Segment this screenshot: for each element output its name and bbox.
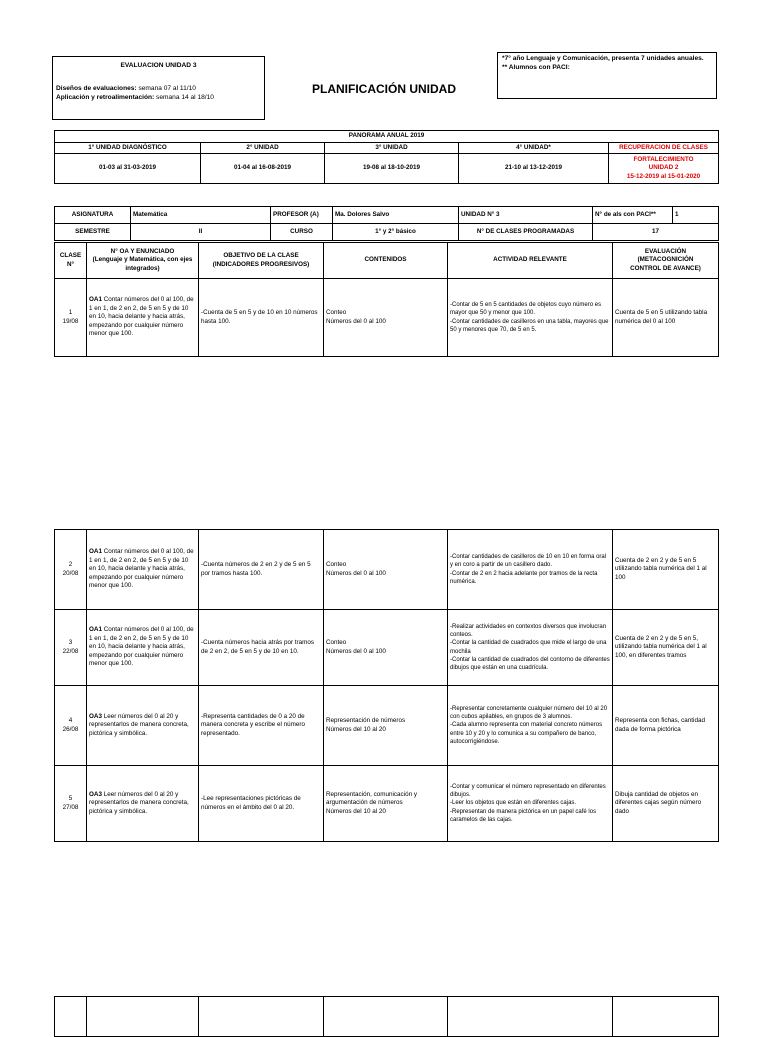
- column-oa: N° OA Y ENUNCIADO (Lenguaje y Matemática, con ejes integrados): [87, 243, 199, 279]
- activity-cell: -Contar cantidades de casilleros de 10 en 10 en forma oral y en coro a partir de un casillero dado. -Contar de 2 en 2 hacia adelante por tramos de la recta numérica.: [448, 530, 613, 610]
- table-row: [55, 610, 719, 686]
- oa-text: Leer números del 0 al 20 y representarlos de manera concreta, pictórica y simbólica.: [89, 790, 189, 815]
- panorama-header: 4° UNIDAD*: [459, 142, 609, 154]
- oa-cell: [87, 530, 199, 610]
- panorama-header: 3° UNIDAD: [325, 142, 459, 154]
- column-objetivo: OBJETIVO DE LA CLASE (INDICADORES PROGRESIVOS): [199, 243, 324, 279]
- class-number: 1 19/08: [55, 279, 87, 357]
- table-row: [55, 530, 719, 610]
- course-info-table: [54, 206, 719, 241]
- evaluation-cell: Dibuja cantidad de objetos en diferentes cajas según número dado: [613, 766, 719, 842]
- unidad-label: UNIDAD N° 3: [459, 207, 593, 224]
- eval-line1-value: semana 07 al 11/10: [138, 84, 196, 92]
- profesor-label: PROFESOR (A): [271, 207, 333, 224]
- class-number: 5 27/08: [55, 766, 87, 842]
- contents-cell: Conteo Números del 0 al 100: [324, 279, 448, 357]
- activity-cell: -Realizar actividades en contextos diversos que involucran conteos. -Contar la cantidad de cuadrados que mide el largo de una mochila -Contar la cantidad de cuadrados del contorno de diferentes dibujos que están en una cuadrícula.: [448, 610, 613, 686]
- empty-cell: [613, 997, 719, 1037]
- eval-line2-label: Aplicación y retroalimentación:: [56, 93, 155, 101]
- eval-line1-label: Diseños de evaluaciones:: [56, 84, 137, 92]
- column-evaluacion: EVALUACIÓN (METACOGNICIÓN CONTROL DE AVANCE): [613, 243, 719, 279]
- panorama-date: 01-04 al 16-08-2019: [201, 154, 325, 184]
- oa-cell: [87, 766, 199, 842]
- panorama-header: 2° UNIDAD: [201, 142, 325, 154]
- panorama-header: 1° UNIDAD DIAGNÓSTICO: [55, 142, 201, 154]
- eval-line2-value: semana 14 al 18/10: [156, 93, 214, 101]
- table-row: [55, 279, 719, 357]
- notes-box: [497, 52, 717, 99]
- evaluation-cell: Cuenta de 2 en 2 y de 5 en 5 utilizando tabla numérica del 1 al 100: [613, 530, 719, 610]
- oa-code: OA1: [89, 626, 102, 634]
- oa-code: OA3: [89, 790, 102, 798]
- clases-label: N° DE CLASES PROGRAMADAS: [459, 224, 593, 241]
- table-row: [55, 766, 719, 842]
- semestre-value: II: [131, 224, 271, 241]
- class-number: 4 26/08: [55, 686, 87, 766]
- class-plan-table-next-page: [54, 996, 719, 1037]
- oa-text: Contar números del 0 al 100, de 1 en 1, de 2 en 2, de 5 en 5 y de 10 en 10, hacia delante y hacia atrás, empezando por cualquier número menor que 100.: [89, 296, 194, 338]
- evaluation-cell: Representa con fichas, cantidad dada de forma pictórica: [613, 686, 719, 766]
- evaluation-cell: Cuenta de 2 en 2 y de 5 en 5, utilizando tabla numérica del 1 al 100, en diferentes tramos: [613, 610, 719, 686]
- asignatura-value: Matemática: [131, 207, 271, 224]
- note-line2: ** Alumnos con PACI:: [502, 63, 570, 71]
- objective-cell: -Lee representaciones pictóricas de números en el ámbito del 0 al 20.: [199, 766, 324, 842]
- class-number: 3 22/08: [55, 610, 87, 686]
- oa-cell: [87, 686, 199, 766]
- table-row: [55, 997, 719, 1037]
- objective-cell: -Representa cantidades de 0 a 20 de manera concreta y escribe el número representado.: [199, 686, 324, 766]
- contents-cell: Representación, comunicación y argumentación de números Números del 10 al 20: [324, 766, 448, 842]
- panorama-date: 21-10 al 13-12-2019: [459, 154, 609, 184]
- oa-code: OA3: [89, 712, 102, 720]
- class-plan-table-continued: [54, 529, 719, 842]
- empty-cell: [199, 997, 324, 1037]
- oa-text: Contar números del 0 al 100, de 1 en 1, de 2 en 2, de 5 en 5 y de 10 en 10, hacia delante y hacia atrás, empezando por cualquier número menor que 100.: [89, 548, 194, 590]
- column-clase: CLASE N°: [55, 243, 87, 279]
- objective-cell: -Cuenta números hacia atrás por tramos de 2 en 2, de 5 en 5 y de 10 en 10.: [199, 610, 324, 686]
- asignatura-label: ASIGNATURA: [55, 207, 131, 224]
- page-title: PLANIFICACIÓN UNIDAD: [312, 82, 456, 96]
- contents-cell: Conteo Números del 0 al 100: [324, 530, 448, 610]
- column-actividad: ACTIVIDAD RELEVANTE: [448, 243, 613, 279]
- oa-text: Contar números del 0 al 100, de 1 en 1, de 2 en 2, de 5 en 5 y de 10 en 10, hacia delante y hacia atrás, empezando por cualquier número menor que 100.: [89, 626, 194, 668]
- contents-cell: Representación de números Números del 10 al 20: [324, 686, 448, 766]
- profesor-value: Ma. Dolores Salvo: [333, 207, 459, 224]
- table-row: [55, 686, 719, 766]
- oa-code: OA1: [89, 296, 102, 304]
- panorama-table: [54, 130, 719, 184]
- empty-cell: [55, 997, 87, 1037]
- oa-code: OA1: [89, 548, 102, 556]
- semestre-label: SEMESTRE: [55, 224, 131, 241]
- evaluation-cell: Cuenta de 5 en 5 utilizando tabla numérica del 0 al 100: [613, 279, 719, 357]
- activity-cell: -Contar de 5 en 5 cantidades de objetos cuyo número es mayor que 50 y menor que 100. -Contar cantidades de casilleros en una tabla, mayores que 50 y menores que 70, de 5 en 5.: [448, 279, 613, 357]
- paci-label: N° de als con PACI**: [593, 207, 673, 224]
- evaluation-title: EVALUACION UNIDAD 3: [120, 62, 197, 69]
- panorama-date: 01-03 al 31-03-2019: [55, 154, 201, 184]
- panorama-date: 19-08 al 18-10-2019: [325, 154, 459, 184]
- objective-cell: -Cuenta números de 2 en 2 y de 5 en 5 por tramos hasta 100.: [199, 530, 324, 610]
- panorama-header-recovery: RECUPERACION DE CLASES: [609, 142, 719, 154]
- class-plan-table: [54, 242, 719, 357]
- empty-cell: [448, 997, 613, 1037]
- oa-text: Leer números del 0 al 20 y representarlos de manera concreta, pictórica y simbólica.: [89, 712, 189, 737]
- panorama-recovery: FORTALECIMIENTO UNIDAD 2 15-12-2019 al 15-01-2020: [609, 154, 719, 184]
- empty-cell: [87, 997, 199, 1037]
- objective-cell: -Cuenta de 5 en 5 y de 10 en 10 números hasta 100.: [199, 279, 324, 357]
- clases-value: 17: [593, 224, 719, 241]
- curso-value: 1° y 2° básico: [333, 224, 459, 241]
- curso-label: CURSO: [271, 224, 333, 241]
- contents-cell: Conteo Números del 0 al 100: [324, 610, 448, 686]
- panorama-title: PANORAMA ANUAL 2019: [55, 131, 719, 143]
- note-line1: *7° año Lenguaje y Comunicación, presenta 7 unidades anuales.: [502, 55, 704, 62]
- oa-cell: [87, 610, 199, 686]
- paci-value: 1: [673, 207, 719, 224]
- evaluation-box: [52, 56, 265, 120]
- column-contenidos: CONTENIDOS: [324, 243, 448, 279]
- activity-cell: -Contar y comunicar el número representado en diferentes dibujos. -Leer los objetos que están en diferentes cajas. -Representan de manera pictórica en un papel café los caramelos de las cajas.: [448, 766, 613, 842]
- empty-cell: [324, 997, 448, 1037]
- class-number: 2 20/08: [55, 530, 87, 610]
- oa-cell: [87, 279, 199, 357]
- activity-cell: -Representar concretamente cualquier número del 10 al 20 con cubos apilables, en grupos de 3 alumnos. -Cada alumno representa con material concreto números entre 10 y 20 y lo comunica a su compañero de banco, autocorrigiéndose.: [448, 686, 613, 766]
